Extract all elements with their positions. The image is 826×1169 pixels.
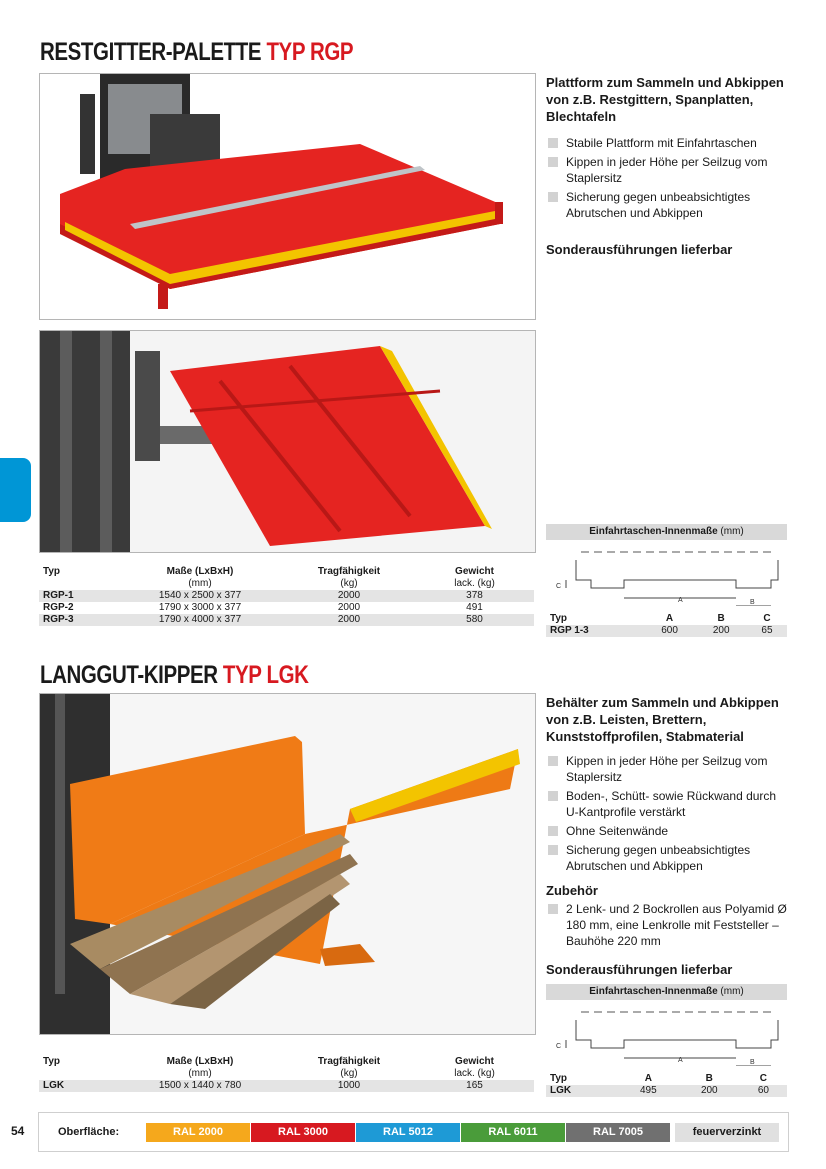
- list-item: Stabile Plattform mit Einfahrtaschen: [546, 135, 786, 151]
- lgk-accessory-list: [546, 901, 791, 949]
- table-header: A: [618, 1073, 679, 1085]
- lgk-desc-heading: Behälter zum Sammeln und Abkippen von z.B. Leisten, Brettern, Kunststoffprofilen, Stabmaterial: [546, 695, 779, 744]
- table-cell: RGP-2: [39, 602, 117, 614]
- lgk-photo: [39, 693, 536, 1035]
- lgk-special-note: Sonderausführungen lieferbar: [546, 962, 733, 977]
- diagram-label-a: A: [678, 1057, 683, 1064]
- table-header: Typ: [39, 566, 117, 578]
- table-cell: RGP-1: [39, 590, 117, 602]
- swatch-ral-3000: [251, 1123, 355, 1142]
- rgp-pocket-table: [546, 613, 787, 637]
- lgk-title-black: LANGGUT-KIPPER: [40, 661, 218, 689]
- table-row: [39, 602, 534, 614]
- table-cell: 200: [679, 1085, 740, 1097]
- table-subheader-row: [39, 1068, 534, 1080]
- swatch-label: RAL 6011: [488, 1126, 538, 1138]
- section-tab: [0, 458, 31, 522]
- swatch-label: feuerverzinkt: [692, 1126, 762, 1138]
- lgk-pocket-box: [546, 984, 787, 1097]
- table-header: Typ: [546, 613, 644, 625]
- page-number: 54: [11, 1124, 25, 1138]
- table-header: C: [740, 1073, 787, 1085]
- surface-label: Oberfläche:: [58, 1126, 120, 1138]
- table-header: Maße (LxBxH): [117, 1056, 283, 1068]
- lgk-title: [40, 661, 309, 690]
- list-item: Kippen in jeder Höhe per Seilzug vom Staplersitz: [546, 154, 786, 186]
- pocket-header: [546, 984, 787, 1000]
- rgp-tipping-image: [40, 331, 535, 552]
- rgp-spec-table: [39, 566, 534, 626]
- table-header-row: [546, 613, 787, 625]
- rgp-platform-image: [40, 74, 535, 319]
- table-cell: 2000: [283, 614, 415, 626]
- table-row: [39, 590, 534, 602]
- table-header: Maße (LxBxH): [117, 566, 283, 578]
- list-item: Ohne Seitenwände: [546, 823, 791, 839]
- table-header-row: [39, 566, 534, 578]
- rgp-description: [546, 74, 786, 258]
- swatch-ral-2000: [146, 1123, 250, 1142]
- table-header: C: [747, 613, 787, 625]
- pocket-header: [546, 524, 787, 540]
- table-header: Tragfähigkeit: [283, 1056, 415, 1068]
- table-cell: 1500 x 1440 x 780: [117, 1080, 283, 1092]
- table-cell: 600: [644, 625, 696, 637]
- table-header-row: [39, 1056, 534, 1068]
- diagram-label-c: C: [556, 1043, 562, 1050]
- table-header: A: [644, 613, 696, 625]
- table-subheader: (kg): [283, 578, 415, 590]
- table-cell: 491: [415, 602, 534, 614]
- list-item: 2 Lenk- und 2 Bockrollen aus Polyamid Ø 180 mm, eine Lenkrolle mit Feststeller – Bauhöhe 220 mm: [546, 901, 791, 949]
- lgk-feature-list: [546, 753, 791, 874]
- table-cell: RGP 1-3: [546, 625, 644, 637]
- table-cell: 1540 x 2500 x 377: [117, 590, 283, 602]
- lgk-title-red: TYP LGK: [222, 661, 309, 689]
- table-cell: 2000: [283, 602, 415, 614]
- pocket-header-bold: Einfahrtaschen-Innenmaße: [589, 526, 718, 537]
- pocket-header-unit: (mm): [720, 526, 744, 537]
- table-cell: RGP-3: [39, 614, 117, 626]
- table-subheader: (kg): [283, 1068, 415, 1080]
- rgp-title-black: RESTGITTER-PALETTE: [40, 38, 262, 66]
- lgk-pocket-table: [546, 1073, 787, 1097]
- swatch-label: RAL 7005: [593, 1126, 643, 1138]
- diagram-label-c: C: [556, 583, 562, 590]
- list-item: Kippen in jeder Höhe per Seilzug vom Staplersitz: [546, 753, 791, 785]
- table-subheader: (mm): [117, 578, 283, 590]
- table-cell: 378: [415, 590, 534, 602]
- table-subheader: lack. (kg): [415, 1068, 534, 1080]
- table-header: Typ: [39, 1056, 117, 1068]
- table-subheader: lack. (kg): [415, 578, 534, 590]
- lgk-spec-table: [39, 1056, 534, 1092]
- swatch-feuerverzinkt: [675, 1123, 779, 1142]
- rgp-special-note: Sonderausführungen lieferbar: [546, 242, 733, 257]
- table-header-row: [546, 1073, 787, 1085]
- table-cell: 60: [740, 1085, 787, 1097]
- table-subheader: [39, 1068, 117, 1080]
- list-item: Sicherung gegen unbeabsichtigtes Abrutschen und Abkippen: [546, 189, 786, 221]
- pocket-header-bold: Einfahrtaschen-Innenmaße: [589, 986, 718, 997]
- rgp-feature-list: [546, 135, 786, 221]
- table-header: B: [679, 1073, 740, 1085]
- table-subheader: (mm): [117, 1068, 283, 1080]
- table-cell: 1000: [283, 1080, 415, 1092]
- table-row: [39, 1080, 534, 1092]
- table-header: Gewicht: [415, 1056, 534, 1068]
- lgk-description: [546, 694, 791, 978]
- table-cell: 65: [747, 625, 787, 637]
- diagram-label-a: A: [678, 597, 683, 604]
- rgp-title-red: TYP RGP: [266, 38, 354, 66]
- swatch-label: RAL 3000: [278, 1126, 328, 1138]
- table-cell: 495: [618, 1085, 679, 1097]
- diagram-label-b: B: [750, 1059, 755, 1066]
- table-cell: 1790 x 4000 x 377: [117, 614, 283, 626]
- swatch-label: RAL 5012: [383, 1126, 433, 1138]
- lgk-image: [40, 694, 535, 1034]
- table-subheader-row: [39, 578, 534, 590]
- rgp-photo-tipping: [39, 330, 536, 553]
- swatch-ral-5012: [356, 1123, 460, 1142]
- table-row: [546, 1085, 787, 1097]
- table-cell: LGK: [546, 1085, 618, 1097]
- rgp-photo-platform: [39, 73, 536, 320]
- table-cell: LGK: [39, 1080, 117, 1092]
- table-header: Gewicht: [415, 566, 534, 578]
- lgk-accessory-heading: Zubehör: [546, 883, 598, 898]
- diagram-label-b: B: [750, 599, 755, 606]
- swatch-ral-6011: [461, 1123, 565, 1142]
- list-item: Sicherung gegen unbeabsichtigtes Abrutschen und Abkippen: [546, 842, 791, 874]
- table-row: [546, 625, 787, 637]
- table-cell: 165: [415, 1080, 534, 1092]
- swatch-label: RAL 2000: [173, 1126, 223, 1138]
- table-cell: 200: [695, 625, 747, 637]
- table-subheader: [39, 578, 117, 590]
- table-cell: 1790 x 3000 x 377: [117, 602, 283, 614]
- swatch-ral-7005: [566, 1123, 670, 1142]
- table-header: Tragfähigkeit: [283, 566, 415, 578]
- rgp-desc-heading: Plattform zum Sammeln und Abkippen von z.B. Restgittern, Spanplatten, Blechtafeln: [546, 75, 784, 124]
- table-row: [39, 614, 534, 626]
- table-cell: 580: [415, 614, 534, 626]
- pocket-diagram: [546, 1000, 787, 1066]
- list-item: Boden-, Schütt- sowie Rückwand durch U-Kantprofile verstärkt: [546, 788, 791, 820]
- rgp-title: [40, 38, 353, 67]
- table-header: B: [695, 613, 747, 625]
- rgp-pocket-box: [546, 524, 787, 637]
- pocket-header-unit: (mm): [720, 986, 744, 997]
- pocket-diagram: [546, 540, 787, 606]
- table-header: Typ: [546, 1073, 618, 1085]
- table-cell: 2000: [283, 590, 415, 602]
